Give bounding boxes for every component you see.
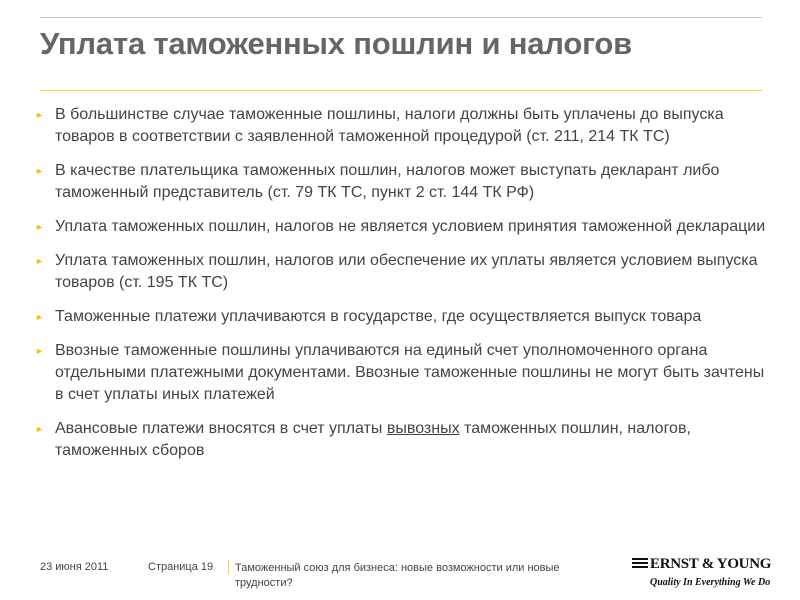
bullet-arrow-icon: ► — [35, 424, 44, 434]
bullet-item — [35, 216, 770, 238]
footer-separator — [228, 560, 229, 574]
bullet-item — [35, 340, 770, 406]
footer-page-number: Страница 19 — [148, 561, 214, 573]
bullet-arrow-icon: ► — [35, 222, 44, 232]
underlined-term: вывозных — [386, 420, 460, 437]
bullet-text: В большинстве случае таможенные пошлины, налоги должны быть уплачены до выпуска товаров в соответствии с заявленной таможенной процедурой (ст. 211, 214 ТК ТС) — [55, 106, 724, 145]
bullet-text: Ввозные таможенные пошлины уплачиваются на единый счет уполномоченного органа отдельными платежными документами. Ввозные таможенные пошлины не могут быть зачтены в счет уплаты иных платежей — [55, 342, 765, 403]
slide-title: Уплата таможенных пошлин и налогов — [40, 26, 632, 61]
logo-tagline: Quality In Everything We Do — [650, 577, 771, 588]
bullet-arrow-icon: ► — [35, 312, 44, 322]
bullet-text-part: Авансовые платежи вносятся в счет уплаты — [55, 420, 387, 437]
bullet-item — [35, 418, 770, 462]
ernst-young-logo — [632, 556, 772, 592]
bullet-item — [35, 104, 770, 148]
logo-name: ERNST & YOUNG — [650, 556, 772, 572]
logo-beam-icon — [632, 558, 648, 572]
bullet-arrow-icon: ► — [35, 166, 44, 176]
bullet-item — [35, 306, 770, 328]
bullet-text: Уплата таможенных пошлин, налогов или обеспечение их уплаты является условием выпуска товаров (ст. 195 ТК ТС) — [55, 252, 758, 291]
bullet-arrow-icon: ► — [35, 256, 44, 266]
bullet-text: Таможенные платежи уплачиваются в государстве, где осуществляется выпуск товара — [55, 308, 702, 325]
bullet-item — [35, 160, 770, 204]
bullet-text-part: таможенных пошлин, налогов, таможенных сборов — [55, 420, 691, 459]
footer-date: 23 июня 2011 — [40, 561, 109, 573]
bullet-arrow-icon: ► — [35, 346, 44, 356]
top-divider — [40, 17, 762, 18]
title-underline — [40, 90, 762, 91]
footer-conference-title: Таможенный союз для бизнеса: новые возможности или новые трудности? — [235, 562, 560, 589]
bullet-item — [35, 250, 770, 294]
bullet-list — [35, 104, 770, 474]
bullet-text — [55, 420, 691, 459]
bullet-arrow-icon: ► — [35, 110, 44, 120]
bullet-text: Уплата таможенных пошлин, налогов не является условием принятия таможенной декларации — [55, 218, 766, 235]
bullet-text: В качестве плательщика таможенных пошлин, налогов может выступать декларант либо таможенный представитель (ст. 79 ТК ТС, пункт 2 ст. 144 ТК РФ) — [55, 162, 720, 201]
